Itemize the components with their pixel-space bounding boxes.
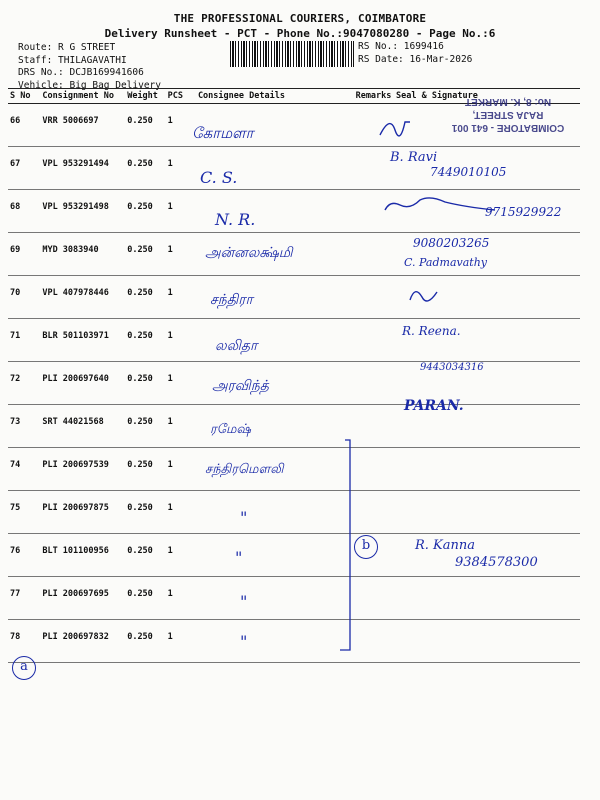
cell-sno: 70: [8, 276, 40, 319]
cell-sno: 68: [8, 190, 40, 233]
cell-pcs: 1: [166, 147, 196, 190]
company-title: THE PROFESSIONAL COURIERS, COIMBATORE: [173, 12, 427, 25]
cell-pcs: 1: [166, 405, 196, 448]
cell-weight: 0.250: [125, 577, 165, 620]
cell-consignment: MYD 3083940: [40, 233, 125, 276]
cell-pcs: 1: [166, 276, 196, 319]
cell-sno: 69: [8, 233, 40, 276]
ditto-mark-76: ": [235, 548, 243, 567]
cell-consignment: PLI 200697539: [40, 448, 125, 491]
cell-sno: 78: [8, 620, 40, 663]
cell-pcs: 1: [166, 491, 196, 534]
cell-weight: 0.250: [125, 190, 165, 233]
cell-consignment: VRR 5006697: [40, 104, 125, 147]
ditto-mark-75: ": [240, 508, 248, 527]
handwritten-name-72: அரவிந்த்: [212, 378, 269, 394]
handwritten-name-66: கோமளா: [192, 124, 254, 142]
handwritten-name-68: N. R.: [215, 210, 256, 229]
cell-sno: 73: [8, 405, 40, 448]
cell-sno: 76: [8, 534, 40, 577]
signature-67: B. Ravi: [390, 150, 438, 165]
route-field: Route: R G STREET: [18, 42, 116, 53]
cell-consignment: PLI 200697640: [40, 362, 125, 405]
cell-weight: 0.250: [125, 319, 165, 362]
cell-consignment: VPL 953291498: [40, 190, 125, 233]
cell-sno: 75: [8, 491, 40, 534]
staff-field: Staff: THILAGAVATHI: [18, 54, 127, 66]
cell-pcs: 1: [166, 104, 196, 147]
cell-consignment: PLI 200697695: [40, 577, 125, 620]
stamp-line-1: COIMBATORE - 641 001: [451, 122, 565, 133]
ditto-mark-77: ": [240, 592, 248, 611]
cell-pcs: 1: [166, 534, 196, 577]
cell-consignment: VPL 953291494: [40, 147, 125, 190]
cell-weight: 0.250: [125, 534, 165, 577]
phone-76: 9384578300: [455, 555, 538, 570]
cell-pcs: 1: [166, 362, 196, 405]
cell-pcs: 1: [166, 319, 196, 362]
cell-consignment: BLT 101100956: [40, 534, 125, 577]
cell-weight: 0.250: [125, 233, 165, 276]
col-signature: Seal & Signature: [394, 89, 580, 104]
signature-66: [380, 122, 410, 136]
cell-sno: 74: [8, 448, 40, 491]
cell-consignment: BLR 501103971: [40, 319, 125, 362]
vehicle-field: Vehicle: Big Bag Delivery: [18, 79, 161, 91]
phone-68: 9715929922: [485, 205, 562, 219]
col-consignment: Consignment No: [40, 89, 125, 104]
stamp-line-3: No: 8, K. MARKET: [464, 96, 552, 107]
drs-field: DRS No.: DCJB169941606: [18, 67, 144, 78]
cell-sno: 72: [8, 362, 40, 405]
cell-sno: 77: [8, 577, 40, 620]
cell-pcs: 1: [166, 620, 196, 663]
handwritten-name-67: C. S.: [200, 168, 238, 187]
rs-number: RS No.: 1699416: [358, 41, 444, 52]
circled-mark-a: a: [12, 656, 36, 680]
cell-pcs: 1: [166, 448, 196, 491]
col-sno: S No: [8, 89, 40, 104]
cell-weight: 0.250: [125, 147, 165, 190]
cell-weight: 0.250: [125, 448, 165, 491]
handwritten-name-71: லலிதா: [215, 338, 258, 354]
cell-pcs: 1: [166, 577, 196, 620]
cell-consignment: SRT 44021568: [40, 405, 125, 448]
cell-consignment: PLI 200697875: [40, 491, 125, 534]
cell-consignment: VPL 407978446: [40, 276, 125, 319]
signature-69: C. Padmavathy: [404, 256, 488, 269]
handwritten-name-73: ரமேஷ்: [210, 422, 251, 437]
col-remarks: Remarks: [354, 89, 394, 104]
cell-sno: 67: [8, 147, 40, 190]
handwritten-name-74: சந்திரமௌலி: [205, 462, 284, 477]
signature-68: [385, 198, 495, 210]
cell-pcs: 1: [166, 190, 196, 233]
circled-mark-b: b: [354, 535, 378, 559]
cell-weight: 0.250: [125, 620, 165, 663]
cell-weight: 0.250: [125, 491, 165, 534]
runsheet-subtitle: Delivery Runsheet - PCT - Phone No.:9047080280 - Page No.:6: [104, 27, 496, 40]
signature-71: R. Reena.: [402, 324, 461, 338]
signature-76: R. Kanna: [415, 538, 476, 553]
cell-weight: 0.250: [125, 405, 165, 448]
cell-weight: 0.250: [125, 362, 165, 405]
cell-consignment: PLI 200697832: [40, 620, 125, 663]
cell-pcs: 1: [166, 233, 196, 276]
signature-70: [410, 292, 437, 301]
phone-67: 7449010105: [430, 165, 507, 179]
phone-72: 9443034316: [420, 362, 484, 373]
col-consignee: Consignee Details: [196, 89, 354, 104]
cell-sno: 66: [8, 104, 40, 147]
ditto-mark-78: ": [240, 632, 248, 651]
cell-weight: 0.250: [125, 276, 165, 319]
phone-69: 9080203265: [413, 236, 490, 250]
col-pcs: PCS: [166, 89, 196, 104]
signature-73: PARAN.: [404, 398, 464, 414]
handwritten-name-69: அன்னலக்ஷ்மி: [205, 245, 293, 261]
bracket-line: [340, 440, 350, 650]
handwritten-name-70: சந்திரா: [210, 292, 253, 308]
col-weight: Weight: [125, 89, 165, 104]
stamp-line-2: RAJA STREET,: [472, 109, 544, 120]
cell-sno: 71: [8, 319, 40, 362]
rs-date: RS Date: 16-Mar-2026: [358, 54, 473, 65]
cell-weight: 0.250: [125, 104, 165, 147]
